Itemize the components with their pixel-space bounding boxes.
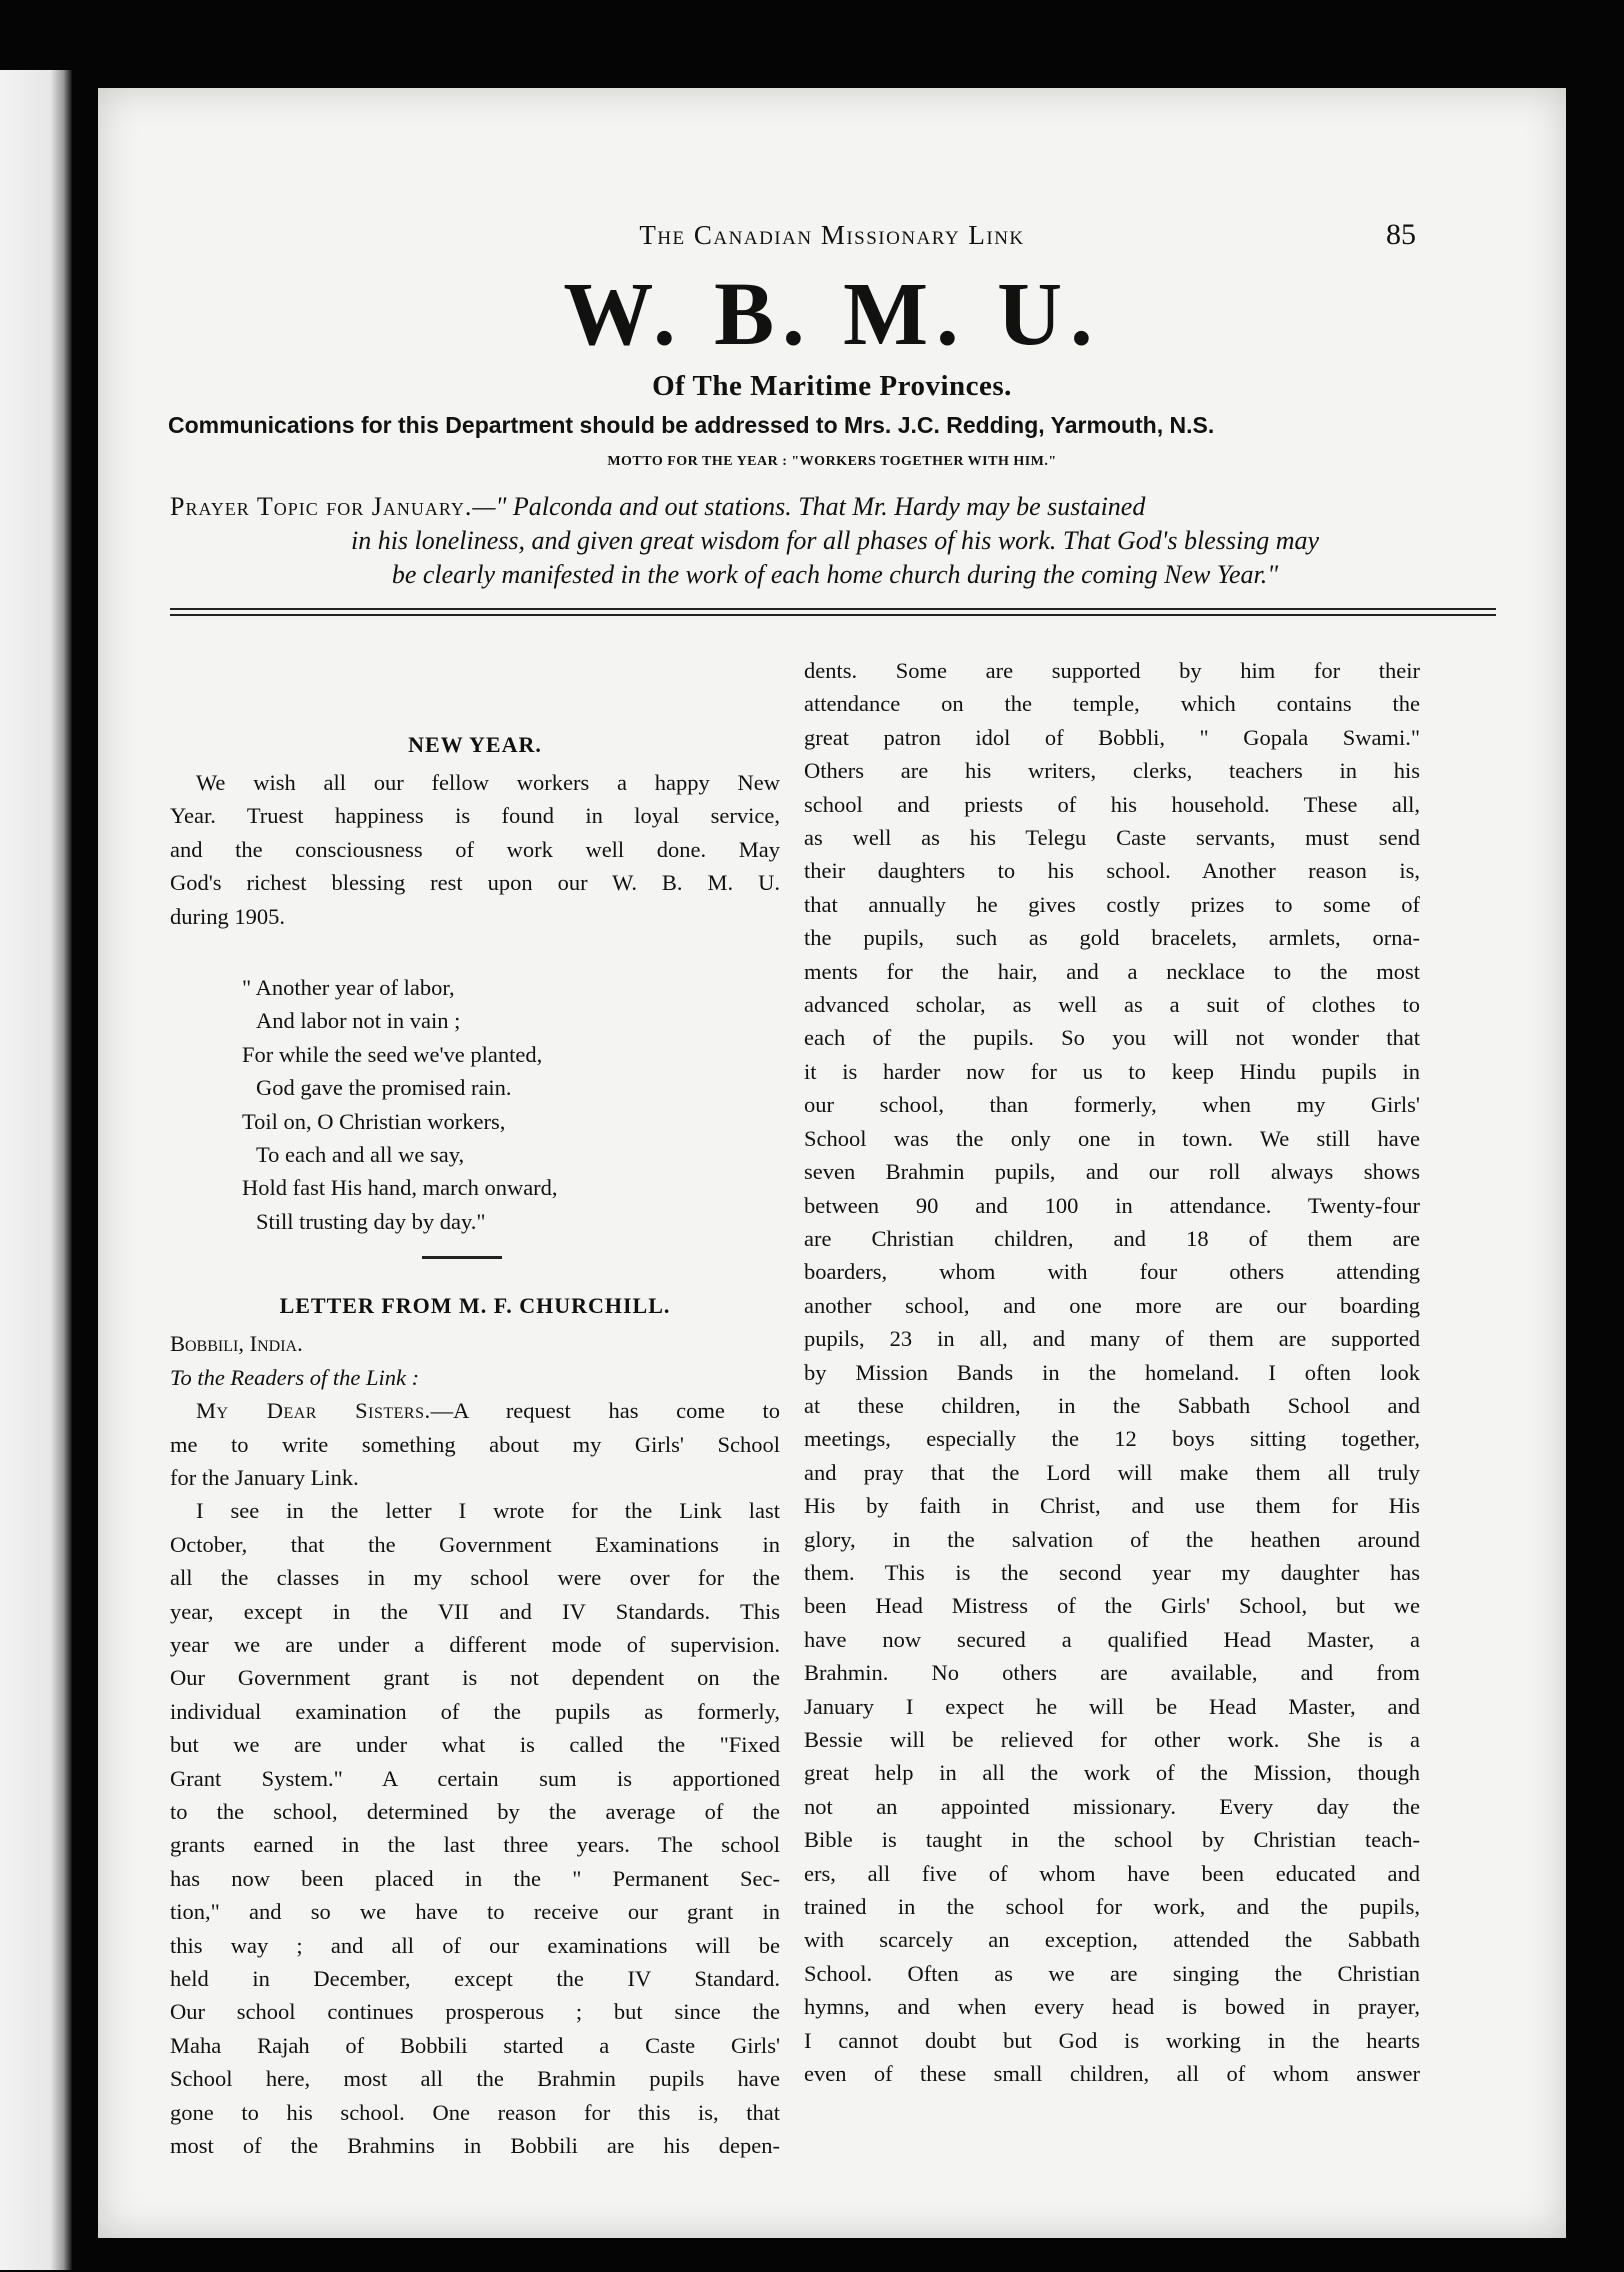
letter-line: it is harder now for us to keep Hindu pupils in bbox=[804, 1058, 1420, 1084]
letter-line: grants earned in the last three years. The school bbox=[170, 1832, 780, 1858]
letter-line: their daughters to his school. Another reason is, bbox=[804, 858, 1420, 884]
letter-line: pupils, 23 in all, and many of them are supported bbox=[804, 1326, 1420, 1352]
letter-line: been Head Mistress of the Girls' School, but we bbox=[804, 1593, 1420, 1619]
right-column bbox=[804, 654, 1420, 2090]
letter-line: school and priests of his household. These all, bbox=[804, 791, 1420, 817]
adjacent-page-edge bbox=[0, 70, 72, 2270]
letter-line: between 90 and 100 in attendance. Twenty-four bbox=[804, 1192, 1420, 1218]
letter-line: hymns, and when every head is bowed in prayer, bbox=[804, 1994, 1420, 2020]
new-year-line: Year. Truest happiness is found in loyal service, bbox=[170, 803, 780, 829]
letter-line: year we are under a different mode of supervision. bbox=[170, 1631, 780, 1657]
new-year-line: during 1905. bbox=[170, 903, 285, 929]
letter-line: as well as his Telegu Caste servants, must send bbox=[804, 825, 1420, 851]
header-rule-bottom bbox=[170, 614, 1496, 616]
motto-line: MOTTO FOR THE YEAR : "WORKERS TOGETHER WITH HIM." bbox=[607, 454, 1057, 469]
poem-line: Hold fast His hand, march onward, bbox=[242, 1175, 558, 1201]
letter-line: attendance on the temple, which contains the bbox=[804, 691, 1420, 717]
prayer-label: Prayer Topic for January. bbox=[170, 492, 473, 521]
poem-line: " Another year of labor, bbox=[242, 975, 455, 1001]
letter-line: held in December, except the IV Standard. bbox=[170, 1966, 780, 1991]
letter-line: October, that the Government Examinations in bbox=[170, 1531, 780, 1557]
prayer-text-2: in his loneliness, and given great wisdom for all phases of his work. That God's blessing may bbox=[350, 526, 1320, 555]
letter-line: at these children, in the Sabbath School and bbox=[804, 1392, 1420, 1418]
new-year-line: God's richest blessing rest upon our W. B. M. U. bbox=[170, 870, 780, 896]
letter-line: year, except in the VII and IV Standards. This bbox=[170, 1598, 780, 1624]
letter-line: Brahmin. No others are available, and from bbox=[804, 1660, 1420, 1686]
masthead-subtitle: Of The Maritime Provinces. bbox=[652, 370, 1012, 402]
page-number: 85 bbox=[1386, 218, 1416, 251]
document-page bbox=[98, 88, 1566, 2238]
letter-line: most of the Brahmins in Bobbili are his depen- bbox=[170, 2133, 780, 2159]
letter-line: Maha Rajah of Bobbili started a Caste Girls' bbox=[170, 2032, 780, 2058]
letter-line: by Mission Bands in the homeland. I often look bbox=[804, 1359, 1420, 1385]
poem-line: For while the seed we've planted, bbox=[242, 1041, 543, 1067]
letter-line: glory, in the salvation of the heathen around bbox=[804, 1526, 1420, 1552]
letter-line: His by faith in Christ, and use them for His bbox=[804, 1493, 1420, 1519]
letter-line: has now been placed in the " Permanent Sec- bbox=[170, 1865, 780, 1891]
prayer-line-3 bbox=[170, 558, 1500, 592]
new-year-heading: NEW YEAR. bbox=[408, 732, 542, 757]
letter-line: are Christian children, and 18 of them are bbox=[804, 1225, 1420, 1251]
letter-line: this way ; and all of our examinations will be bbox=[170, 1932, 780, 1958]
letter-line: Bible is taught in the school by Christian teach- bbox=[804, 1827, 1420, 1853]
letter-line: seven Brahmin pupils, and our roll always shows bbox=[804, 1159, 1420, 1185]
letter-line: great patron idol of Bobbli, " Gopala Swami." bbox=[804, 724, 1420, 750]
letter-line: them. This is the second year my daughter has bbox=[804, 1559, 1420, 1585]
letter-line: not an appointed missionary. Every day the bbox=[804, 1793, 1420, 1819]
letter-line: ers, all five of whom have been educated and bbox=[804, 1860, 1420, 1886]
prayer-line-1 bbox=[170, 490, 1500, 524]
letter-line: trained in the school for work, and the pupils, bbox=[804, 1894, 1420, 1920]
letter-line: Others are his writers, clerks, teachers in his bbox=[804, 758, 1420, 784]
poem-line: God gave the promised rain. bbox=[256, 1075, 512, 1101]
letter-line: tion," and so we have to receive our grant in bbox=[170, 1899, 780, 1925]
new-year-line: We wish all our fellow workers a happy New bbox=[196, 770, 780, 795]
new-year-line: and the consciousness of work well done. May bbox=[170, 836, 780, 862]
letter-line: I cannot doubt but God is working in the hearts bbox=[804, 2027, 1420, 2053]
letter-line: Grant System." A certain sum is apportioned bbox=[170, 1765, 780, 1791]
letter-line: School. Often as we are singing the Christian bbox=[804, 1960, 1420, 1986]
poem-line: To each and all we say, bbox=[256, 1142, 465, 1168]
letter-line: that annually he gives costly prizes to some of bbox=[804, 891, 1420, 917]
prayer-topic bbox=[170, 490, 1500, 592]
masthead-title: W. B. M. U. bbox=[563, 265, 1101, 364]
letter-line: meetings, especially the 12 boys sitting together, bbox=[804, 1426, 1420, 1452]
prayer-text-3: be clearly manifested in the work of each home church during the coming New Year." bbox=[391, 560, 1279, 589]
letter-line: our school, than formerly, when my Girls' bbox=[804, 1092, 1420, 1118]
letter-line: Bessie will be relieved for other work. She is a bbox=[804, 1727, 1420, 1752]
letter-line: with scarcely an exception, attended the Sabbath bbox=[804, 1927, 1420, 1953]
letter-line: me to write something about my Girls' School bbox=[170, 1431, 780, 1457]
poem-line: Still trusting day by day." bbox=[256, 1208, 486, 1234]
poem-line: And labor not in vain ; bbox=[256, 1008, 461, 1034]
letter-line: School was the only one in town. We still have bbox=[804, 1125, 1420, 1151]
prayer-line-2 bbox=[170, 524, 1500, 558]
letter-dateline: Bobbili, India. bbox=[170, 1331, 303, 1357]
prayer-text-1: —" Palconda and out stations. That Mr. Hardy may be sustained bbox=[472, 492, 1146, 521]
letter-line: individual examination of the pupils as formerly, bbox=[170, 1698, 780, 1724]
letter-line: all the classes in my school were over for the bbox=[170, 1565, 780, 1591]
letter-line bbox=[170, 1394, 780, 1427]
running-head: The Canadian Missionary Link bbox=[639, 220, 1025, 250]
letter-line: have now secured a qualified Head Master, a bbox=[804, 1626, 1420, 1652]
letter-line: ments for the hair, and a necklace to the most bbox=[804, 958, 1420, 984]
letter-line: for the January Link. bbox=[170, 1464, 359, 1490]
letter-line: advanced scholar, as well as a suit of clothes to bbox=[804, 992, 1420, 1018]
poem-line: Toil on, O Christian workers, bbox=[242, 1108, 506, 1134]
letter-line: each of the pupils. So you will not wonder that bbox=[804, 1025, 1420, 1051]
letter-line: but we are under what is called the "Fixed bbox=[170, 1732, 780, 1758]
letter-address: To the Readers of the Link : bbox=[170, 1364, 420, 1390]
letter-greeting-rest: —A request has come to bbox=[430, 1398, 781, 1424]
letter-line: gone to his school. One reason for this is, that bbox=[170, 2099, 780, 2125]
letter-line: Our school continues prosperous ; but since the bbox=[170, 1999, 780, 2025]
letter-greeting: My Dear Sisters. bbox=[196, 1398, 431, 1424]
section-divider bbox=[422, 1256, 502, 1259]
letter-line: dents. Some are supported by him for their bbox=[804, 658, 1420, 683]
header-rule-top bbox=[170, 608, 1496, 610]
communications-notice: Communications for this Department should be addressed to Mrs. J.C. Redding, Yarmouth, N.S. bbox=[168, 412, 1215, 438]
poem bbox=[242, 971, 780, 1238]
letter-line: another school, and one more are our boarding bbox=[804, 1292, 1420, 1318]
letter-line: even of these small children, all of whom answer bbox=[804, 2061, 1420, 2087]
letter-line: to the school, determined by the average of the bbox=[170, 1798, 780, 1824]
letter-line: January I expect he will be Head Master, and bbox=[804, 1693, 1420, 1719]
letter-line: boarders, whom with four others attending bbox=[804, 1259, 1420, 1285]
left-column bbox=[170, 724, 780, 2162]
letter-line: Our Government grant is not dependent on the bbox=[170, 1665, 780, 1691]
letter-line: and pray that the Lord will make them all truly bbox=[804, 1459, 1420, 1485]
letter-heading: LETTER FROM M. F. CHURCHILL. bbox=[279, 1293, 671, 1319]
letter-line: the pupils, such as gold bracelets, armlets, orna- bbox=[804, 925, 1420, 951]
letter-line: I see in the letter I wrote for the Link last bbox=[196, 1498, 780, 1524]
letter-line: great help in all the work of the Mission, though bbox=[804, 1760, 1420, 1786]
letter-line: School here, most all the Brahmin pupils have bbox=[170, 2066, 780, 2092]
